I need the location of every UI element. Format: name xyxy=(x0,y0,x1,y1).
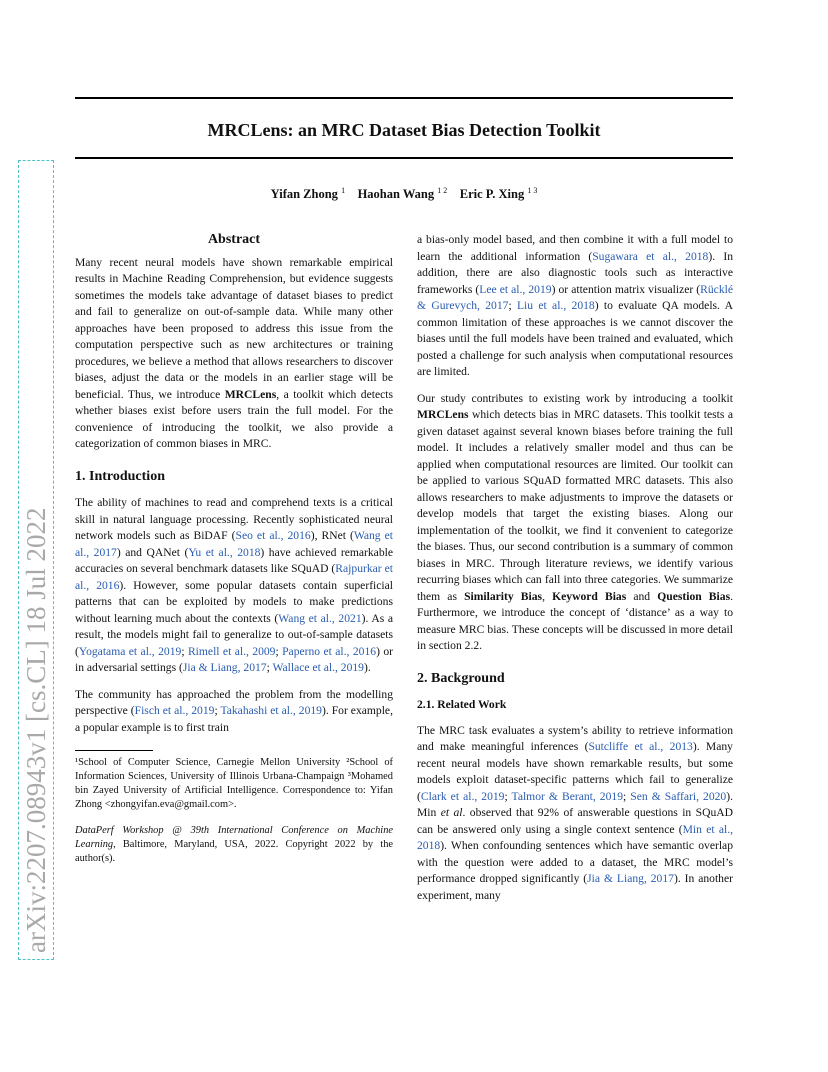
author-affiliation: 1 2 xyxy=(437,186,448,195)
background-heading: 2. Background xyxy=(417,670,505,686)
author-name: Eric P. Xing xyxy=(459,187,525,202)
citation-link[interactable]: Wang et al., 2017 xyxy=(75,529,393,559)
intro-paragraph-2 xyxy=(75,687,393,737)
text-run: ), RNet ( xyxy=(310,529,354,542)
author-name: Yifan Zhong xyxy=(270,187,338,202)
author-name: Haohan Wang xyxy=(357,187,435,202)
text-run: MRCLens xyxy=(417,408,469,421)
text-run: ; xyxy=(214,704,221,717)
author-affiliation: 1 xyxy=(341,186,346,195)
text-run: Similarity Bias xyxy=(464,589,543,603)
intro-paragraph-1 xyxy=(75,495,393,677)
abstract-text xyxy=(75,255,393,453)
citation-link[interactable]: Wang et al., 2021 xyxy=(278,611,362,625)
paper-title: MRCLens: an MRC Dataset Bias Detection Toolkit xyxy=(207,120,601,140)
text-run: ). In another experiment, many xyxy=(417,872,733,902)
right-column xyxy=(417,232,733,914)
workshop-note xyxy=(75,824,393,866)
left-column xyxy=(75,232,393,866)
affiliation-footnote: ¹School of Computer Science, Carnegie Mellon University ²School of Information Sciences, University of Illinois Urbana-Champaign ³Mohamed bin Zayed University of Artificial Intelligence. Correspondence to: Yifan Zhong <zhongyifan.eva@gmail.com>. xyxy=(75,757,393,810)
text-run: The ability of machines to read and comprehend texts is a critical skill in natural language processing. Recently sophisticated neural network models such as BiDAF ( xyxy=(75,496,393,542)
text-run: ) to evaluate QA models. A common limitation of these approaches is we cannot discover the biases until the full models have been trained and evaluated, which posted a challenge for such analysis when computational resources are limited. xyxy=(417,299,733,378)
abstract-part: Many recent neural models have shown remarkable empirical results in Machine Reading Comprehension, but evidence suggests sometimes the models take advantage of dataset biases to predict and fail to generalize on out-of-sample data. While many other approaches have been proposed to address this issue from the computation perspective such as new architectures or training procedures, we believe a method that allows researchers to discover biases, adjust the data or the models in an earlier stage will be beneficial. Thus, we introduce xyxy=(75,255,393,401)
text-run: . Furthermore, we introduce the concept of ‘distance’ as a way to measure MRC bias. These concepts will be discussed in more detail in section 2.2. xyxy=(417,589,733,652)
text-run: ; xyxy=(623,789,631,803)
citation-link[interactable]: Liu et al., 2018 xyxy=(516,299,595,312)
text-run: Keyword Bias xyxy=(552,589,627,603)
text-run: a bias-only model based, and then combine it with a full model to learn the additional information ( xyxy=(417,233,733,263)
text-run: ). Many recent neural models have shown remarkable results, but some models exploit dataset-specific patterns which fail to generalize ( xyxy=(417,740,733,803)
right-paragraph-1 xyxy=(417,232,733,381)
text-run: . observed that 92% of answerable questions in SQuAD can be answered only using a single context sentence ( xyxy=(417,806,733,836)
workshop-venue: DataPerf Workshop @ 39th International Conference on Machine Learning xyxy=(75,825,393,850)
text-run: The community has approached the problem from the modelling perspective ( xyxy=(75,687,393,717)
related-work-heading: 2.1. Related Work xyxy=(417,698,507,711)
citation-link[interactable]: Clark et al., 2019 xyxy=(420,789,505,803)
text-run: ) or in adversarial settings ( xyxy=(75,644,393,674)
text-run: ; xyxy=(508,299,517,312)
text-run: ; xyxy=(504,789,512,803)
author-list xyxy=(75,186,733,202)
text-run: ). For example, a popular example is to first train xyxy=(75,704,393,734)
text-run: ) or attention matrix visualizer ( xyxy=(551,282,701,296)
text-run: Question Bias xyxy=(657,589,731,603)
citation-link[interactable]: Lee et al., 2019 xyxy=(479,282,552,296)
text-run: ). As a result, the models might fail to generalize to out-of-sample datasets ( xyxy=(75,611,394,658)
citation-link[interactable]: Wallace et al., 2019 xyxy=(272,661,364,674)
text-run: ; xyxy=(275,644,283,658)
citation-link[interactable]: Rimell et al., 2009 xyxy=(187,644,276,658)
workshop-details: , Baltimore, Maryland, USA, 2022. Copyright 2022 by the author(s). xyxy=(75,839,393,864)
citation-link[interactable]: Jia & Liang, 2017 xyxy=(587,872,674,885)
text-run: , xyxy=(542,589,553,603)
arxiv-stamp: arXiv:2207.08943v1 [cs.CL] 18 Jul 2022 xyxy=(18,160,54,960)
text-run: which detects bias in MRC datasets. This toolkit tests a given dataset against several known biases before training the full model. It includes a relatively smaller model and thus can be applied when computational resources are limited. Our toolkit can be applied to various SQuAD formatted MRC datasets. This also allows researchers to make adjustments to improve the datasets or develop models that target the existing biases. Along our implementation of the toolkit, we find it convenient to categorize the biases. Thus, our second contribution is a summary of common biases in MRC. Through literature reviews, we identify various recurring biases which can fall into three categories. We summarize them as xyxy=(417,408,733,603)
citation-link[interactable]: Sen & Saffari, 2020 xyxy=(630,789,727,803)
citation-link[interactable]: Sutcliffe et al., 2013 xyxy=(588,740,693,753)
right-paragraph-2 xyxy=(417,391,733,655)
citation-link[interactable]: Sugawara et al., 2018 xyxy=(592,249,709,263)
citation-link[interactable]: Min et al., 2018 xyxy=(417,822,734,852)
author-affiliation: 1 3 xyxy=(527,186,538,195)
text-run: ; xyxy=(266,661,273,674)
citation-link[interactable]: Seo et al., 2016 xyxy=(235,529,311,542)
citation-link[interactable]: Jia & Liang, 2017 xyxy=(182,661,267,674)
abstract-part: , a toolkit which detects whether biases exist before users train the full model. For the convenience of introducing the toolkit, we also provide a categorization of common biases in MRC. xyxy=(75,387,393,450)
citation-link[interactable]: Fisch et al., 2019 xyxy=(134,704,215,717)
citation-link[interactable]: Yogatama et al., 2019 xyxy=(78,644,182,658)
toolkit-name: MRCLens xyxy=(224,387,277,401)
text-run: Our study contributes to existing work by introducing a toolkit xyxy=(417,391,733,405)
text-run: ) have achieved remarkable accuracies on several benchmark datasets like SQuAD ( xyxy=(75,545,393,575)
footnote-rule xyxy=(75,750,153,751)
citation-link[interactable]: Rajpurkar et al., 2016 xyxy=(75,562,393,592)
abstract-heading: Abstract xyxy=(207,232,261,247)
text-run: ; xyxy=(181,644,188,658)
text-run: and xyxy=(626,589,658,603)
related-work-paragraph xyxy=(417,723,733,905)
text-run: ). When confounding sentences which have semantic overlap with the question were added to a dataset, the MRC model’s performance dropped significantly ( xyxy=(417,839,733,885)
citation-link[interactable]: Paperno et al., 2016 xyxy=(282,644,377,658)
title-rule-top xyxy=(75,97,733,99)
title-rule-bottom xyxy=(75,157,733,159)
citation-link[interactable]: Takahashi et al., 2019 xyxy=(220,704,322,717)
citation-link[interactable]: Talmor & Berant, 2019 xyxy=(511,789,623,803)
text-run: ). However, some popular datasets contain superficial patterns that can be exploited by models to make predictions without learning much about the contexts ( xyxy=(75,578,394,625)
intro-heading: 1. Introduction xyxy=(75,468,165,484)
text-run: ). xyxy=(363,661,371,674)
citation-link[interactable]: Yu et al., 2018 xyxy=(188,545,261,559)
text-run: ) and QANet ( xyxy=(116,545,189,559)
text-run: ). In addition, there are also diagnostic tools such as interactive frameworks ( xyxy=(417,249,733,296)
text-run: The MRC task evaluates a system’s ability to retrieve information and make meaningful inferences ( xyxy=(417,723,733,753)
text-run: et al xyxy=(440,806,463,819)
citation-link[interactable]: Rücklé & Gurevych, 2017 xyxy=(417,282,733,312)
text-run: ). Min xyxy=(417,789,733,819)
